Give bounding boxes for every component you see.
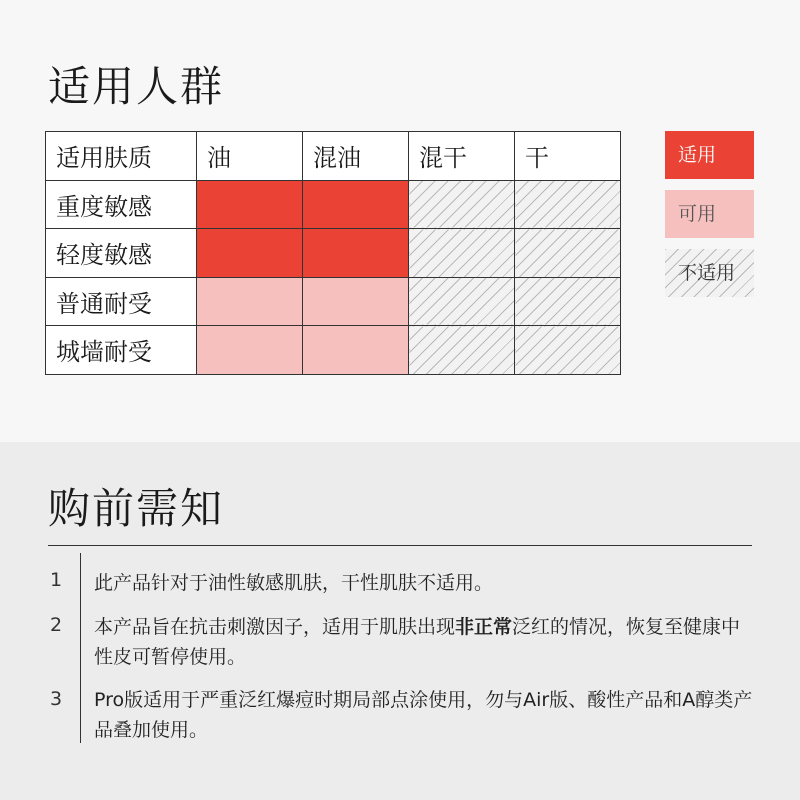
table-row [46, 180, 621, 229]
divider [48, 545, 752, 546]
note-text-part: 本产品旨在抗击刺激因子，适用于肌肤出现 [94, 616, 456, 638]
cell-usable [197, 326, 303, 375]
row-label: 重度敏感 [46, 180, 197, 229]
header-combination-oily: 混油 [303, 132, 409, 181]
header-skin-type: 适用肤质 [46, 132, 197, 181]
suitability-table [45, 131, 621, 375]
row-label: 轻度敏感 [46, 229, 197, 278]
cell-usable [197, 277, 303, 326]
note-emphasis: 非正常 [455, 616, 513, 638]
header-oily: 油 [197, 132, 303, 181]
table-header-row [46, 132, 621, 181]
legend-suitable: 适用 [665, 131, 754, 179]
suitability-title: 适用人群 [48, 62, 225, 111]
note-number: 2 [50, 614, 63, 636]
cell-suitable [303, 180, 409, 229]
cell-not-suitable [515, 277, 621, 326]
number-divider [80, 553, 81, 743]
cell-not-suitable [515, 326, 621, 375]
cell-not-suitable [409, 229, 515, 278]
header-combination-dry: 混干 [409, 132, 515, 181]
legend-usable: 可用 [665, 190, 754, 238]
note-text [94, 612, 759, 672]
note-number: 3 [50, 688, 63, 710]
notice-title: 购前需知 [48, 484, 225, 533]
note-text: 此产品针对于油性敏感肌肤，干性肌肤不适用。 [94, 572, 494, 594]
note-text-part: 泛红的情况，恢复至健康中性皮可暂停使用。 [94, 616, 741, 668]
header-dry: 干 [515, 132, 621, 181]
table-row [46, 277, 621, 326]
row-label: 城墙耐受 [46, 326, 197, 375]
row-label: 普通耐受 [46, 277, 197, 326]
table-row [46, 229, 621, 278]
table-row [46, 326, 621, 375]
cell-not-suitable [515, 229, 621, 278]
cell-suitable [197, 229, 303, 278]
cell-not-suitable [409, 277, 515, 326]
cell-usable [303, 277, 409, 326]
cell-not-suitable [409, 180, 515, 229]
cell-suitable [197, 180, 303, 229]
note-number: 1 [50, 569, 63, 591]
cell-not-suitable [515, 180, 621, 229]
legend-not-suitable: 不适用 [665, 249, 754, 297]
cell-not-suitable [409, 326, 515, 375]
cell-usable [303, 326, 409, 375]
cell-suitable [303, 229, 409, 278]
note-text: Pro版适用于严重泛红爆痘时期局部点涂使用，勿与Air版、酸性产品和A醇类产品叠加使用。 [94, 689, 753, 741]
